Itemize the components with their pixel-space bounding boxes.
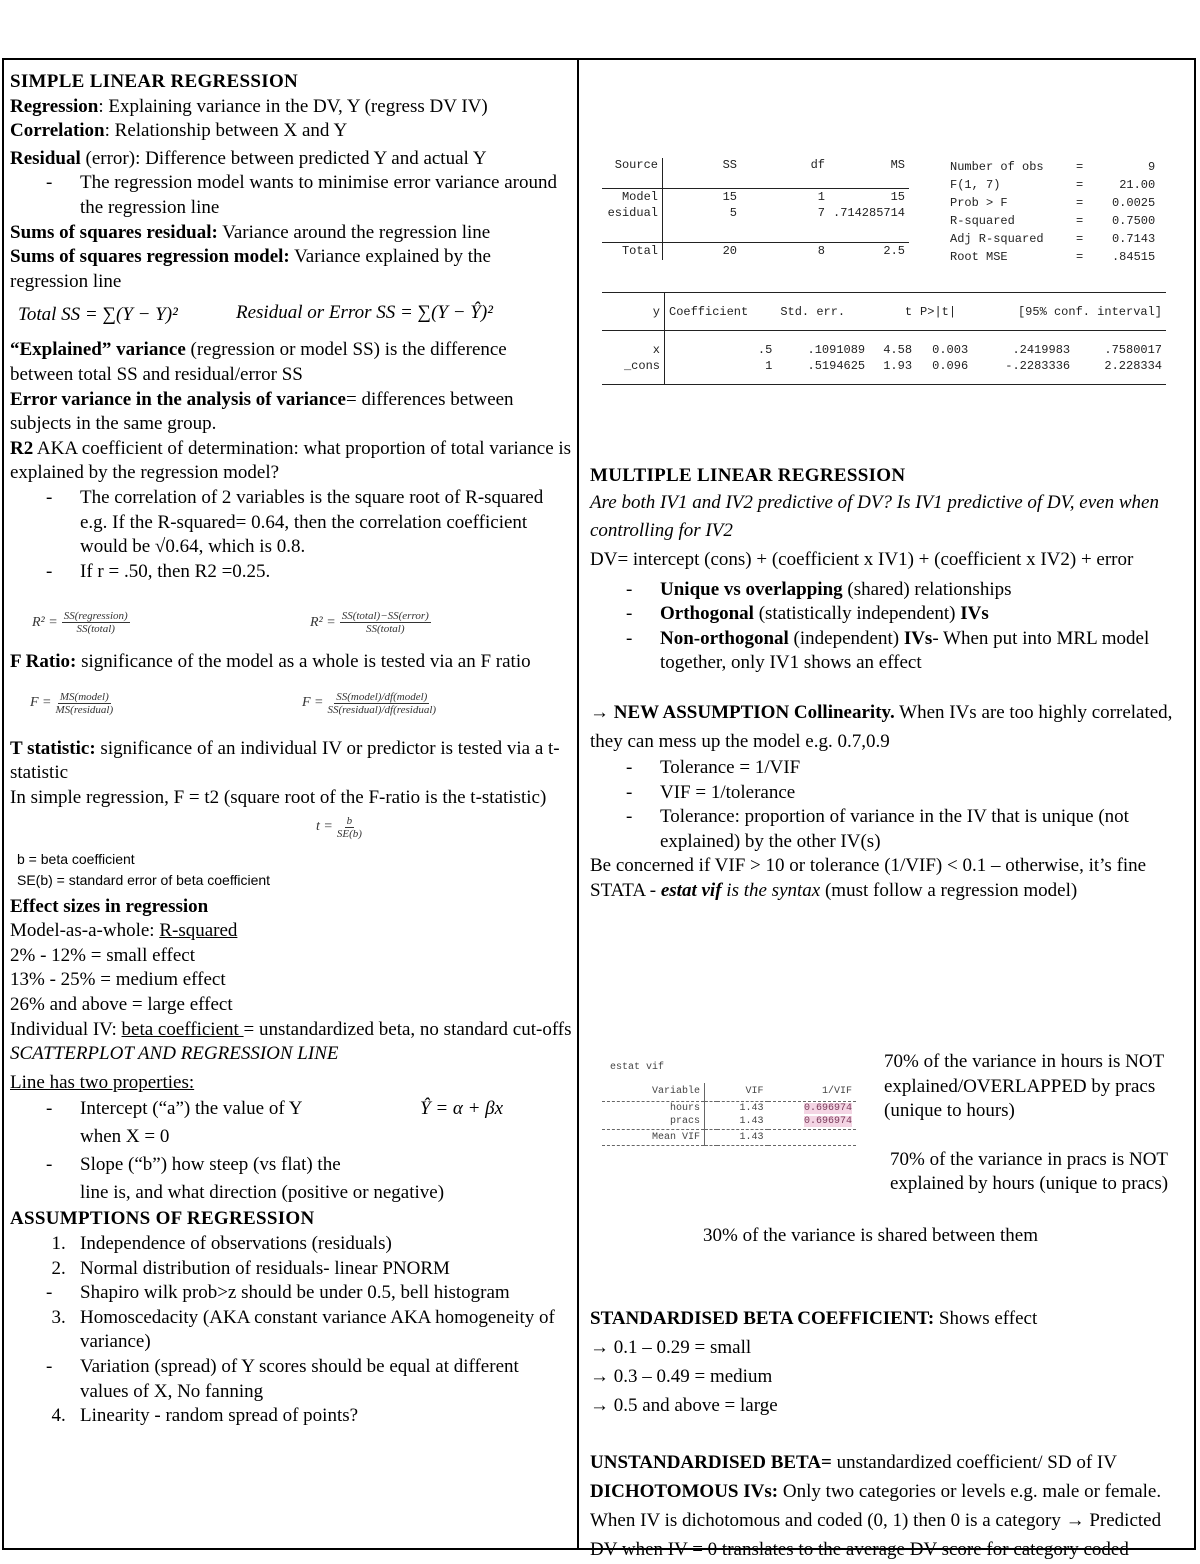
table-row: pracs 1.43 0.696974 — [602, 1115, 856, 1129]
list-item: 3. Homoscedacity (AKA constant variance AKA homogeneity of variance) — [80, 1306, 572, 1355]
section-title: SIMPLE LINEAR REGRESSION — [10, 71, 299, 92]
residual-ss-formula: Residual or Error SS = ∑(Y − Ŷ)² — [236, 302, 493, 324]
r2-formula-2: R² = SS(total)−SS(error) SS(total) — [310, 610, 429, 636]
scatterplot-heading: SCATTERPLOT AND REGRESSION LINE — [10, 1043, 339, 1065]
effect-medium: 13% - 25% = medium effect — [10, 969, 226, 991]
residual-list — [10, 171, 572, 220]
list-item: - The correlation of 2 variables is the square root of R-squared e.g. If the R-squared= 0.64, then the correlation coefficient would be √0.64, which is 0.8. — [80, 486, 572, 560]
table-row: x .5 .1091089 4.58 0.003 .2419983 .7580017 — [602, 341, 1166, 359]
ss-formulas — [10, 294, 572, 338]
effect-large: 26% and above = large effect — [10, 994, 233, 1016]
list-item: 4. Linearity - random spread of points? — [80, 1404, 572, 1429]
f-formulas — [10, 675, 572, 737]
std-beta-small: → 0.1 – 0.29 = small — [590, 1337, 752, 1358]
stata-syntax: STATA - estat vif is the syntax (must follow a regression model) — [590, 879, 1078, 901]
vif-concern: Be concerned if VIF > 10 or tolerance (1/VIF) < 0.1 – otherwise, it’s fine — [590, 855, 1147, 877]
stat-row: Prob > F = 0.0025 — [950, 196, 1156, 210]
r2-formula-1: R² = SS(regression) SS(total) — [32, 610, 128, 636]
effect-title: Effect sizes in regression — [10, 895, 209, 917]
regression-def: Regression: Explaining variance in the DV, Y (regress DV IV) — [10, 95, 488, 117]
coefficient-table — [602, 292, 1166, 385]
vif-notes — [884, 1050, 1184, 1197]
left-column — [10, 70, 572, 1429]
unstd-beta-def: UNSTANDARDISED BETA= unstandardized coefficient/ SD of IV — [590, 1452, 1117, 1473]
assumptions-list-3 — [10, 1404, 572, 1429]
assumptions-title: ASSUMPTIONS OF REGRESSION — [10, 1208, 315, 1230]
list-item: - Variation (spread) of Y scores should be equal at different values of X, No fanning — [80, 1355, 572, 1404]
anova-header: SS — [722, 158, 737, 172]
stat-row: Number of obs = 9 — [950, 160, 1156, 174]
std-beta-def: STANDARDISED BETA COEFFICIENT: Shows effect — [590, 1308, 1038, 1329]
table-row: Total 20 8 2.5 — [602, 242, 909, 260]
list-item: - Tolerance: proportion of variance in the IV that is unique (not explained) by the other IV(s) — [660, 805, 1188, 854]
beta-section — [590, 1304, 1188, 1564]
f-ratio-def: F Ratio: significance of the model as a whole is tested via an F ratio — [10, 651, 531, 673]
std-beta-large: → 0.5 and above = large — [590, 1395, 778, 1416]
mlr-list — [590, 578, 1188, 676]
vif-command: estat vif — [610, 1062, 665, 1073]
dichotomous-def: DICHOTOMOUS IVs: Only two categories or levels e.g. male or female. When IV is dichotomous and coded (0, 1) then 0 is a category → Predicted DV when IV = 0 translates to the average DV score for category coded — [590, 1481, 1162, 1560]
t-formula-row — [10, 811, 572, 849]
b-note: b = beta coefficient — [17, 850, 135, 867]
table-row: Mean VIF 1.43 — [602, 1129, 856, 1145]
stat-row: Root MSE = .84515 — [950, 250, 1156, 264]
anova-header: df — [810, 158, 825, 172]
stat-row: F(1, 7) = 21.00 — [950, 178, 1156, 192]
vif-table: Variable VIF 1/VIF hours 1.43 0.696974 pracs 1.43 0.696974 Mean VIF 1.43 — [602, 1083, 856, 1146]
anova-stats — [946, 158, 1159, 266]
column-divider — [577, 58, 579, 1550]
simple-regression-note: In simple regression, F = t2 (square root of the F-ratio is the t-statistic) — [10, 787, 547, 809]
assumptions-list-2 — [10, 1306, 572, 1355]
residual-def: Residual (error): Difference between predicted Y and actual Y — [10, 147, 487, 169]
list-item: - Orthogonal (statistically independent) IVs — [660, 602, 1188, 627]
total-ss-formula: Total SS = ∑(Y − Y)² — [18, 304, 178, 326]
table-header-row: y Coefficient Std. err. t P>|t| [95% conf. interval] — [602, 293, 1166, 331]
effect-small: 2% - 12% = small effect — [10, 944, 195, 966]
vif-note-pracs: 70% of the variance in pracs is NOT explained by hours (unique to pracs) — [890, 1148, 1169, 1195]
list-item: 1. Independence of observations (residuals) — [80, 1232, 572, 1257]
assumption-3-notes — [10, 1355, 572, 1404]
explained-def: “Explained” variance (regression or model SS) is the difference between total SS and residual/error SS — [10, 339, 507, 385]
se-note: SE(b) = standard error of beta coefficient — [17, 871, 271, 888]
list-item: - If r = .50, then R2 =0.25. — [80, 560, 572, 585]
ss-residual-def: Sums of squares residual: Variance around the regression line — [10, 221, 491, 243]
mlr-title: MULTIPLE LINEAR REGRESSION — [590, 465, 906, 486]
assumptions-list-1 — [10, 1232, 572, 1281]
mlr-equation: DV= intercept (cons) + (coefficient x IV1) + (coefficient x IV2) + error — [590, 548, 1134, 570]
std-beta-medium: → 0.3 – 0.49 = medium — [590, 1366, 773, 1387]
stat-row: R-squared = 0.7500 — [950, 214, 1156, 228]
anova-table — [602, 158, 909, 260]
table-row: esidual 5 7 .714285714 — [602, 206, 909, 224]
anova-header: Source — [602, 158, 663, 188]
mlr-section — [590, 464, 1188, 904]
stat-row: Adj R-squared = 0.7143 — [950, 232, 1156, 246]
vif-note-shared: 30% of the variance is shared between them — [703, 1225, 1039, 1246]
mlr-question: Are both IV1 and IV2 predictive of DV? Is IV1 predictive of DV, even when controlling for IV2 — [590, 491, 1159, 541]
list-item: - Intercept (“a”) the value of Y Ŷ = α + βx when X = 0 — [80, 1095, 572, 1151]
list-item: - The regression model wants to minimise error variance around the regression line — [80, 171, 572, 220]
t-formula: t = $\frac{b}{SE(b)}$ — [316, 814, 362, 840]
collinearity-def: → NEW ASSUMPTION Collinearity. When IVs are too highly correlated, they can mess up the model e.g. 0.7,0.9 — [590, 701, 1173, 752]
vif-note-hours: 70% of the variance in hours is NOT explained/OVERLAPPED by pracs (unique to hours) — [884, 1051, 1164, 1122]
r2-def: R2 AKA coefficient of determination: what proportion of total variance is explained by the regression model? — [10, 437, 572, 484]
r2-formulas — [10, 584, 572, 650]
list-item: - Unique vs overlapping (shared) relationships — [660, 578, 1188, 603]
list-item: - Tolerance = 1/VIF — [660, 756, 1188, 781]
yhat-formula: Ŷ = α + βx — [420, 1098, 504, 1120]
anova-header: MS — [890, 158, 906, 172]
line-properties-list — [10, 1095, 572, 1207]
table-row: _cons 1 .5194625 1.93 0.096 -.2283336 2.228334 — [602, 359, 1166, 377]
correlation-def: Correlation: Relationship between X and Y — [10, 120, 348, 142]
collinearity-list — [590, 756, 1188, 854]
list-item: 2. Normal distribution of residuals- linear PNORM — [80, 1257, 572, 1282]
ss-model-def: Sums of squares regression model: Variance explained by the regression line — [10, 246, 491, 292]
list-item: - Non-orthogonal (independent) IVs- When put into MRL model together, only IV1 shows an effect — [660, 627, 1188, 676]
vif-output — [602, 1060, 872, 1146]
list-item: - Shapiro wilk prob>z should be under 0.5, bell histogram — [80, 1281, 572, 1306]
model-as-whole: Model-as-a-whole: R-squared — [10, 920, 238, 942]
assumption-2-notes — [10, 1281, 572, 1306]
error-variance-def: Error variance in the analysis of variance= differences between subjects in the same group. — [10, 388, 514, 435]
table-row: Model 15 1 15 — [602, 188, 909, 206]
line-properties: Line has two properties: — [10, 1071, 195, 1093]
r2-list — [10, 486, 572, 584]
f-formula-1: F = MS(model) MS(residual) — [30, 690, 114, 716]
individual-iv: Individual IV: beta coefficient = unstandardized beta, no standard cut-offs — [10, 1018, 572, 1040]
t-statistic-def: T statistic: significance of an individual IV or predictor is tested via a t-statistic — [10, 737, 560, 784]
coefficient-output — [602, 292, 1168, 385]
list-item: - VIF = 1/tolerance — [660, 781, 1188, 806]
table-row: hours 1.43 0.696974 — [669, 1102, 852, 1114]
f-formula-2: F = SS(model)/df(model) SS(residual)/df(residual) — [302, 690, 437, 716]
list-item: - Slope (“b”) how steep (vs flat) the line is, and what direction (positive or negative) — [80, 1151, 572, 1207]
